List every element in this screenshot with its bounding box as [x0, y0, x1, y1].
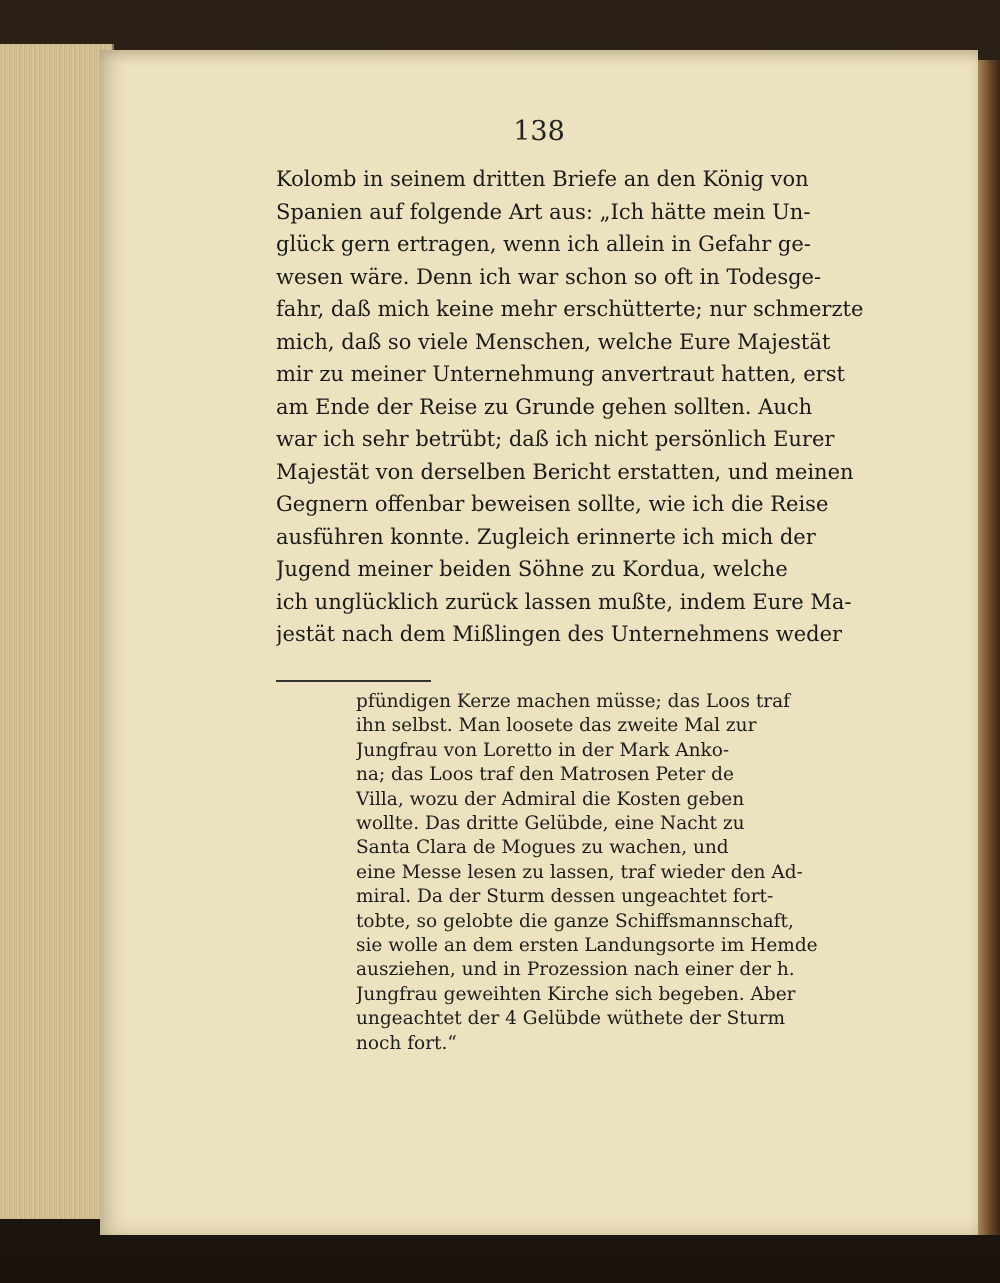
main-text-line: Kolomb in seinem dritten Briefe an den König von	[276, 167, 809, 191]
footnote-line: noch fort.“	[356, 1032, 457, 1054]
footnote-line: wollte. Das dritte Gelübde, eine Nacht zu	[356, 813, 745, 835]
main-text-line: mir zu meiner Unternehmung anvertraut hatten, erst	[276, 362, 845, 386]
footnote-line: ihn selbst. Man loosete das zweite Mal zur	[356, 715, 757, 737]
book-page	[100, 50, 978, 1235]
main-text-line: glück gern ertragen, wenn ich allein in Gefahr ge-	[276, 232, 811, 256]
page-edges	[0, 44, 114, 1219]
main-text-block	[276, 163, 976, 651]
main-text-line: Gegnern offenbar beweisen sollte, wie ich die Reise	[276, 492, 829, 516]
footnote-line: eine Messe lesen zu lassen, traf wieder den Ad-	[356, 861, 803, 883]
footnote-line: Santa Clara de Mogues zu wachen, und	[356, 837, 729, 859]
footnote-line: Jungfrau geweihten Kirche sich begeben. Aber	[356, 983, 796, 1005]
main-text-line: Jugend meiner beiden Söhne zu Kordua, welche	[276, 557, 788, 581]
footnote-line: ausziehen, und in Prozession nach einer der h.	[356, 959, 795, 981]
main-text-line: am Ende der Reise zu Grunde gehen sollten. Auch	[276, 394, 813, 419]
footnote-line: Jungfrau von Loretto in der Mark Anko-	[356, 739, 730, 761]
main-text-line: ich unglücklich zurück lassen mußte, indem Eure Ma-	[276, 589, 852, 614]
footnote-divider	[276, 680, 431, 682]
footnote-line: pfündigen Kerze machen müsse; das Loos traf	[356, 691, 790, 712]
main-text-line: Spanien auf folgende Art aus: „Ich hätte mein Un-	[276, 199, 811, 224]
footnote-line: ungeachtet der 4 Gelübde wüthete der Sturm	[356, 1008, 786, 1030]
footnote-line: Villa, wozu der Admiral die Kosten geben	[356, 788, 745, 810]
footnote-line: sie wolle an dem ersten Landungsorte im Hemde	[356, 935, 818, 957]
main-text-line: fahr, daß mich keine mehr erschütterte; nur schmerzte	[276, 297, 864, 321]
footnote-line: tobte, so gelobte die ganze Schiffsmannschaft,	[356, 910, 794, 932]
main-text-line: jestät nach dem Mißlingen des Unternehmens weder	[276, 622, 843, 646]
main-text-line: ausführen konnte. Zugleich erinnerte ich mich der	[276, 524, 816, 549]
main-text-line: Majestät von derselben Bericht erstatten, und meinen	[276, 459, 854, 484]
footnote-line: na; das Loos traf den Matrosen Peter de	[356, 764, 734, 786]
footnote-line: miral. Da der Sturm dessen ungeachtet fort-	[356, 886, 774, 908]
footnote-block	[356, 690, 976, 1056]
main-text-line: mich, daß so viele Menschen, welche Eure Majestät	[276, 329, 831, 354]
page-number: 138	[513, 116, 565, 147]
main-text-line: wesen wäre. Denn ich war schon so oft in Todesge-	[276, 264, 822, 289]
main-text-line: war ich sehr betrübt; daß ich nicht persönlich Eurer	[276, 427, 835, 451]
